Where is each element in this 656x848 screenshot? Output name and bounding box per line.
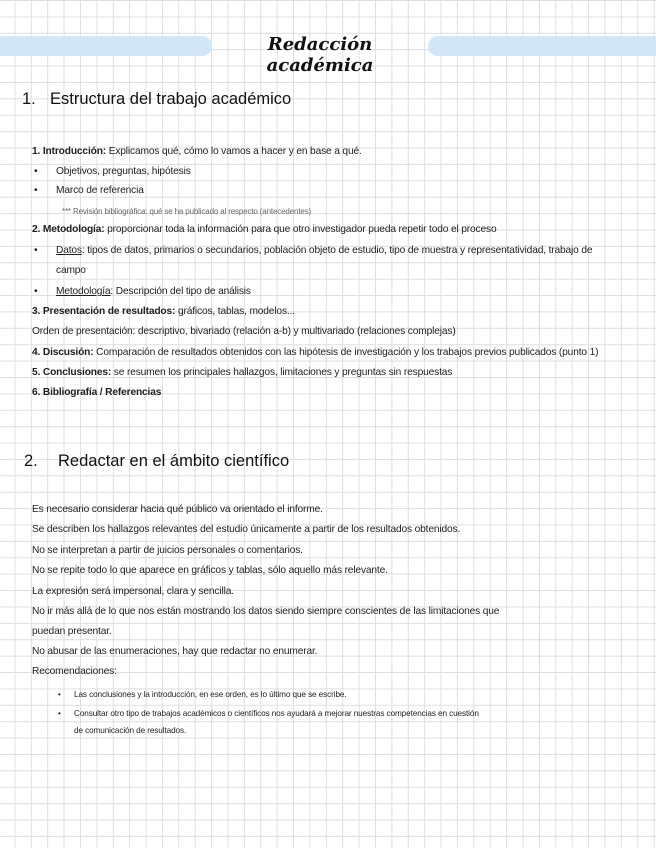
metodologia-bullet-analisis <box>56 286 251 298</box>
discusion-label: 4. Discusión: <box>32 347 94 358</box>
intro-bullet-2: • Marco de referencia <box>56 185 144 197</box>
datos-label: Datos <box>56 245 82 256</box>
discusion-text: Comparación de resultados obtenidos con las hipótesis de investigación y los trabajos previos publicados (punto 1) <box>93 347 599 358</box>
metodologia-label: 2. Metodología: <box>32 224 105 235</box>
s2-line-5: La expresión será impersonal, clara y sencilla. <box>32 586 234 597</box>
resultados-label: 3. Presentación de resultados: <box>32 306 176 317</box>
metodologia-bullet-datos <box>56 245 592 257</box>
intro-label: 1. Introducción: <box>32 146 107 157</box>
conclusiones-line <box>32 367 452 379</box>
section-1-heading <box>22 90 291 109</box>
datos-text: : tipos de datos, primarios o secundarios, población objeto de estudio, tipo de muestra y representatividad, trabajo de <box>81 245 593 256</box>
metodologia-line <box>32 224 496 236</box>
intro-text: Explicamos qué, cómo lo vamos a hacer y en base a qué. <box>106 146 362 157</box>
recommendation-1: • Las conclusiones y la introducción, en ese orden, es lo último que se escribe. <box>74 690 347 700</box>
conclusiones-text: se resumen los principales hallazgos, limitaciones y preguntas sin respuestas <box>111 367 453 378</box>
s2-line-3: No se interpretan a partir de juicios personales o comentarios. <box>32 545 303 556</box>
section-1-number: 1. <box>22 90 36 108</box>
recommendation-2-continuation: de comunicación de resultados. <box>74 726 187 735</box>
title-highlight-left <box>0 36 212 56</box>
metodologia-text: proporcionar toda la información para que otro investigador pueda repetir todo el proceso <box>104 224 497 235</box>
recommendation-2: • Consultar otro tipo de trabajos académicos o científicos nos ayudará a mejorar nuestras competencias en cuestión <box>74 709 479 719</box>
resultados-line <box>32 306 295 318</box>
intro-bullet-1: • Objetivos, preguntas, hipótesis <box>56 166 191 178</box>
s2-line-8: No abusar de las enumeraciones, hay que redactar no enumerar. <box>32 646 318 657</box>
s2-line-2: Se describen los hallazgos relevantes del estudio únicamente a partir de los resultados obtenidos. <box>32 524 461 535</box>
s2-line-6: No ir más allá de lo que nos están mostrando los datos siendo siempre conscientes de las limitaciones que <box>32 606 500 617</box>
bibliografia-label: 6. Bibliografía / Referencias <box>32 387 162 398</box>
section-2-title: Redactar en el ámbito científico <box>58 452 290 470</box>
analisis-label: Metodología <box>56 286 111 297</box>
s2-line-7: puedan presentar. <box>32 626 112 637</box>
s2-line-4: No se repite todo lo que aparece en gráficos y tablas, sólo aquello más relevante. <box>32 565 388 576</box>
title-highlight-right <box>428 36 656 56</box>
discusion-line <box>32 347 598 359</box>
datos-continuation: campo <box>56 265 86 276</box>
title-banner <box>0 34 656 76</box>
s2-line-1: Es necesario considerar hacia qué público va orientado el informe. <box>32 504 323 515</box>
resultados-text: gráficos, tablas, modelos... <box>175 306 295 317</box>
page-title: Redacción académica <box>266 34 374 76</box>
bibliografia-line <box>32 387 161 399</box>
conclusiones-label: 5. Conclusiones: <box>32 367 112 378</box>
resultados-orden: Orden de presentación: descriptivo, bivariado (relación a-b) y multivariado (relaciones complejas) <box>32 326 456 337</box>
section-2-heading <box>24 452 289 471</box>
s2-line-9: Recomendaciones: <box>32 666 117 677</box>
intro-note: *** Revisión bibliográfica: qué se ha publicado al respecto (antecedentes) <box>62 207 312 216</box>
section-2-number: 2. <box>24 452 38 470</box>
analisis-text: : Descripción del tipo de análisis <box>110 286 251 297</box>
section-1-title: Estructura del trabajo académico <box>50 90 292 108</box>
intro-line <box>32 146 362 158</box>
